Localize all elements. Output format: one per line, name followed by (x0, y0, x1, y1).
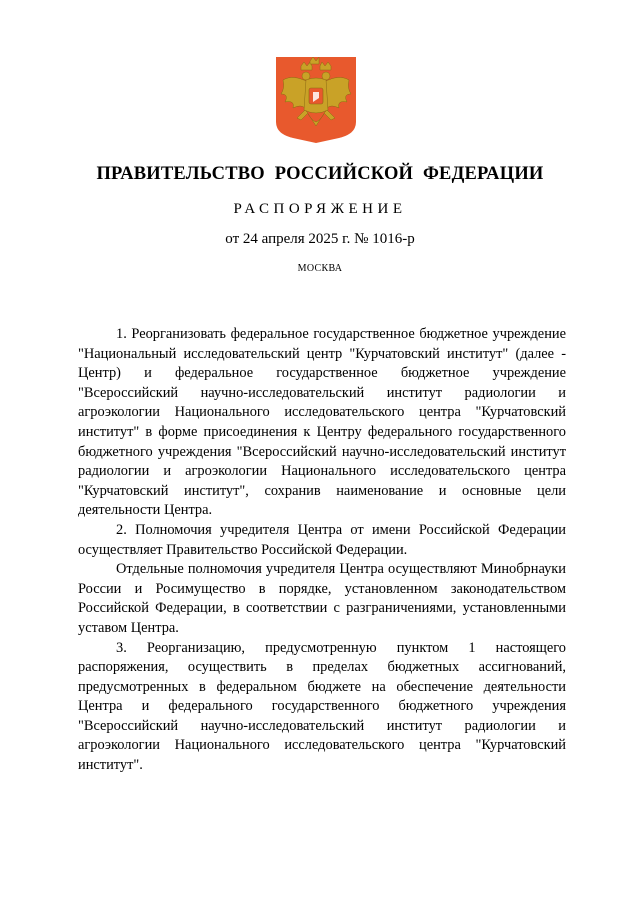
paragraph-2-continued: Отдельные полномочия учредителя Центра осуществляют Минобрнауки России и Росимущество в порядке, установленном законодательством Российской Федерации, в соответствии с разграничениями, установленными уставом Центра. (78, 561, 566, 636)
paragraph-1: 1. Реорганизовать федеральное государственное бюджетное учреждение "Национальный исследовательский центр "Курчатовский институт" (далее - Центр) и федеральное государственное бюджетное учреждение "Всероссийский научно-исследовательский институт радиологии и агроэкологии Национального исследовательского центра "Курчатовский институт" в форме присоединения к Центру федерального государственного бюджетного учреждения "Всероссийский научно-исследовательский институт радиологии и агроэкологии Национального исследовательского центра "Курчатовский институт", сохранив наименование и основные цели деятельности Центра. (78, 326, 566, 519)
document-date-number: от 24 апреля 2025 г. № 1016-р (225, 231, 415, 247)
document-city: МОСКВА (297, 263, 343, 274)
coat-of-arms-emblem (275, 56, 357, 144)
document-type: РАСПОРЯЖЕНИЕ (233, 201, 407, 217)
russian-coat-of-arms-icon (275, 56, 357, 144)
document-body (78, 325, 566, 776)
paragraph-2: 2. Полномочия учредителя Центра от имени Российской Федерации осуществляет Правительство Российской Федерации. (78, 521, 566, 558)
paragraph-3: 3. Реорганизацию, предусмотренную пунктом 1 настоящего распоряжения, осуществить в пределах бюджетных ассигнований, предусмотренных в федеральном бюджете на обеспечение деятельности Центра и федерального государственного бюджетного учреждения "Всероссийский научно-исследовательский институт радиологии и агроэкологии Национального исследовательского центра "Курчатовский институт". (78, 639, 566, 774)
government-title: ПРАВИТЕЛЬСТВО РОССИЙСКОЙ ФЕДЕРАЦИИ (96, 164, 544, 184)
